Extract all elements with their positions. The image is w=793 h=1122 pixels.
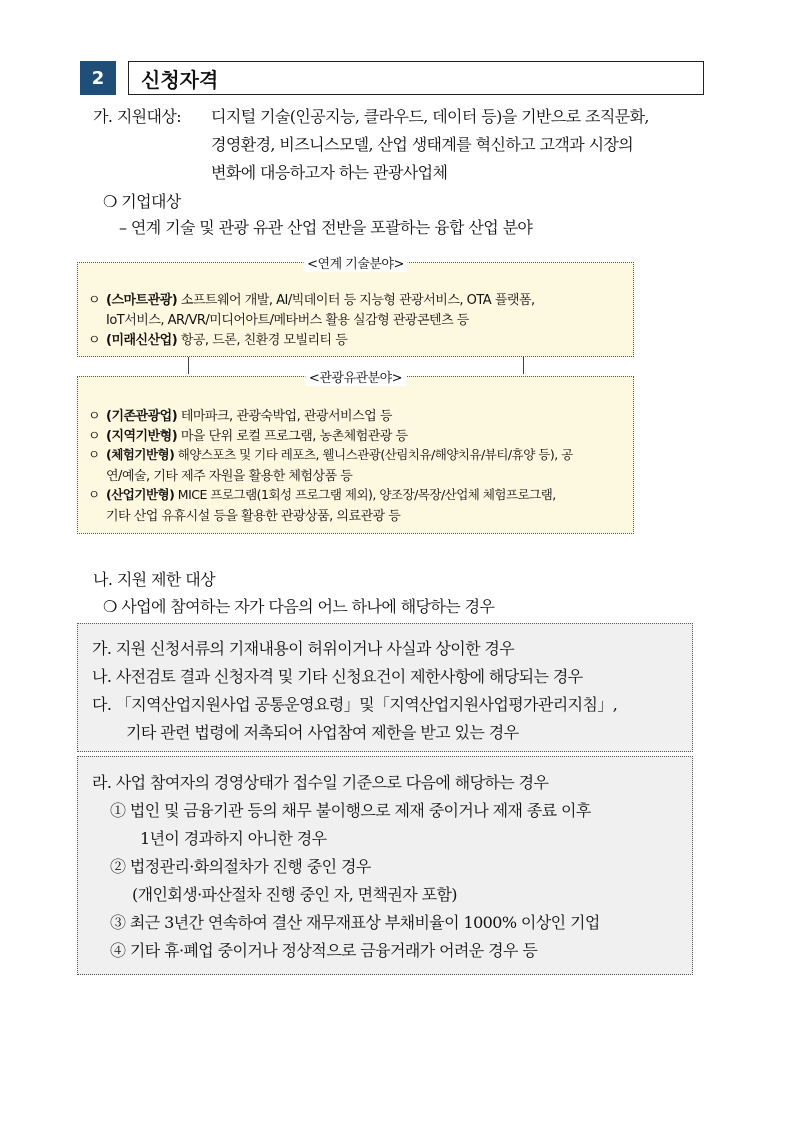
enterprise-heading: ❍ 기업대상 (103, 192, 181, 211)
restriction-item: 라. 사업 참여자의 경영상태가 접수일 기준으로 다음에 해당하는 경우 (92, 773, 549, 792)
section-title: 신청자격 (128, 61, 704, 95)
tourism-item: 기타 산업 유휴시설 등을 활용한 관광상품, 의료관광 등 (106, 509, 401, 524)
restriction-item: 가. 지원 신청서류의 기재내용이 허위이거나 사실과 상이한 경우 (92, 639, 515, 658)
box-connector-right (523, 357, 524, 374)
tourism-item: ㅇ (지역기반형) 마을 단위 로컬 프로그램, 농촌체험관광 등 (88, 429, 408, 444)
tech-item: ㅇ (미래신산업) 항공, 드론, 친환경 모빌리티 등 (88, 333, 348, 348)
tourism-item: ㅇ (체험기반형) 해양스포츠 및 기타 레포츠, 웰니스관광(산림치유/해양치유/뷰티/휴양 등), 공 (88, 447, 573, 462)
restriction-item: 나. 사전검토 결과 신청자격 및 기타 신청요건이 제한사항에 해당되는 경우 (92, 667, 583, 686)
restriction-box-2 (77, 756, 693, 975)
tourism-field-label: <관광유관분야> (305, 367, 406, 386)
tourism-item: ㅇ (산업기반형) MICE 프로그램(1회성 프로그램 제외), 양조장/목장/산업체 체험프로그램, (88, 487, 556, 502)
box-connector-left (188, 357, 189, 374)
restriction-item: ① 법인 및 금융기관 등의 채무 불이행으로 제재 중이거나 제재 종료 이후 (110, 801, 591, 820)
support-target-line-3: 변화에 대응하고자 하는 관광사업체 (211, 163, 448, 182)
restriction-item: ③ 최근 3년간 연속하여 결산 재무재표상 부채비율이 1000% 이상인 기업 (110, 913, 600, 932)
support-target-label: 가. 지원대상: (93, 107, 182, 126)
section-number: 2 (80, 61, 116, 95)
restriction-sub: ❍ 사업에 참여하는 자가 다음의 어느 하나에 해당하는 경우 (103, 597, 495, 616)
enterprise-sub: – 연계 기술 및 관광 유관 산업 전반을 포괄하는 융합 산업 분야 (119, 218, 533, 237)
restriction-item: 1년이 경과하지 아니한 경우 (140, 829, 327, 848)
restriction-item: ② 법정관리·화의절차가 진행 중인 경우 (110, 857, 371, 876)
tourism-item: 연/예술, 기타 제주 자원을 활용한 체험상품 등 (106, 469, 353, 484)
restriction-item: 기타 관련 법령에 저촉되어 사업참여 제한을 받고 있는 경우 (126, 723, 519, 742)
restriction-box-1 (77, 623, 693, 752)
support-target-line-2: 경영환경, 비즈니스모델, 산업 생태계를 혁신하고 고객과 시장의 (211, 135, 634, 154)
restriction-item: ④ 기타 휴·폐업 중이거나 정상적으로 금융거래가 어려운 경우 등 (110, 941, 538, 960)
tourism-item: ㅇ (기존관광업) 테마파크, 관광숙박업, 관광서비스업 등 (88, 409, 392, 424)
tech-field-label: <연계 기술분야> (303, 253, 408, 272)
restriction-item: 다. 「지역산업지원사업 공통운영요령」및「지역산업지원사업평가관리지침」, (92, 695, 618, 714)
restriction-heading: 나. 지원 제한 대상 (93, 570, 215, 589)
tech-field-box (77, 257, 634, 357)
tech-item: IoT서비스, AR/VR/미디어아트/메타버스 활용 실감형 관광콘텐츠 등 (106, 313, 469, 328)
tourism-field-box (77, 371, 634, 534)
support-target-line-1: 디지털 기술(인공지능, 클라우드, 데이터 등)을 기반으로 조직문화, (211, 107, 649, 126)
restriction-item: (개인회생·파산절차 진행 중인 자, 면책권자 포함) (132, 885, 457, 904)
tech-item: ㅇ (스마트관광) 소프트웨어 개발, AI/빅데이터 등 지능형 관광서비스, OTA 플랫폼, (88, 293, 535, 308)
